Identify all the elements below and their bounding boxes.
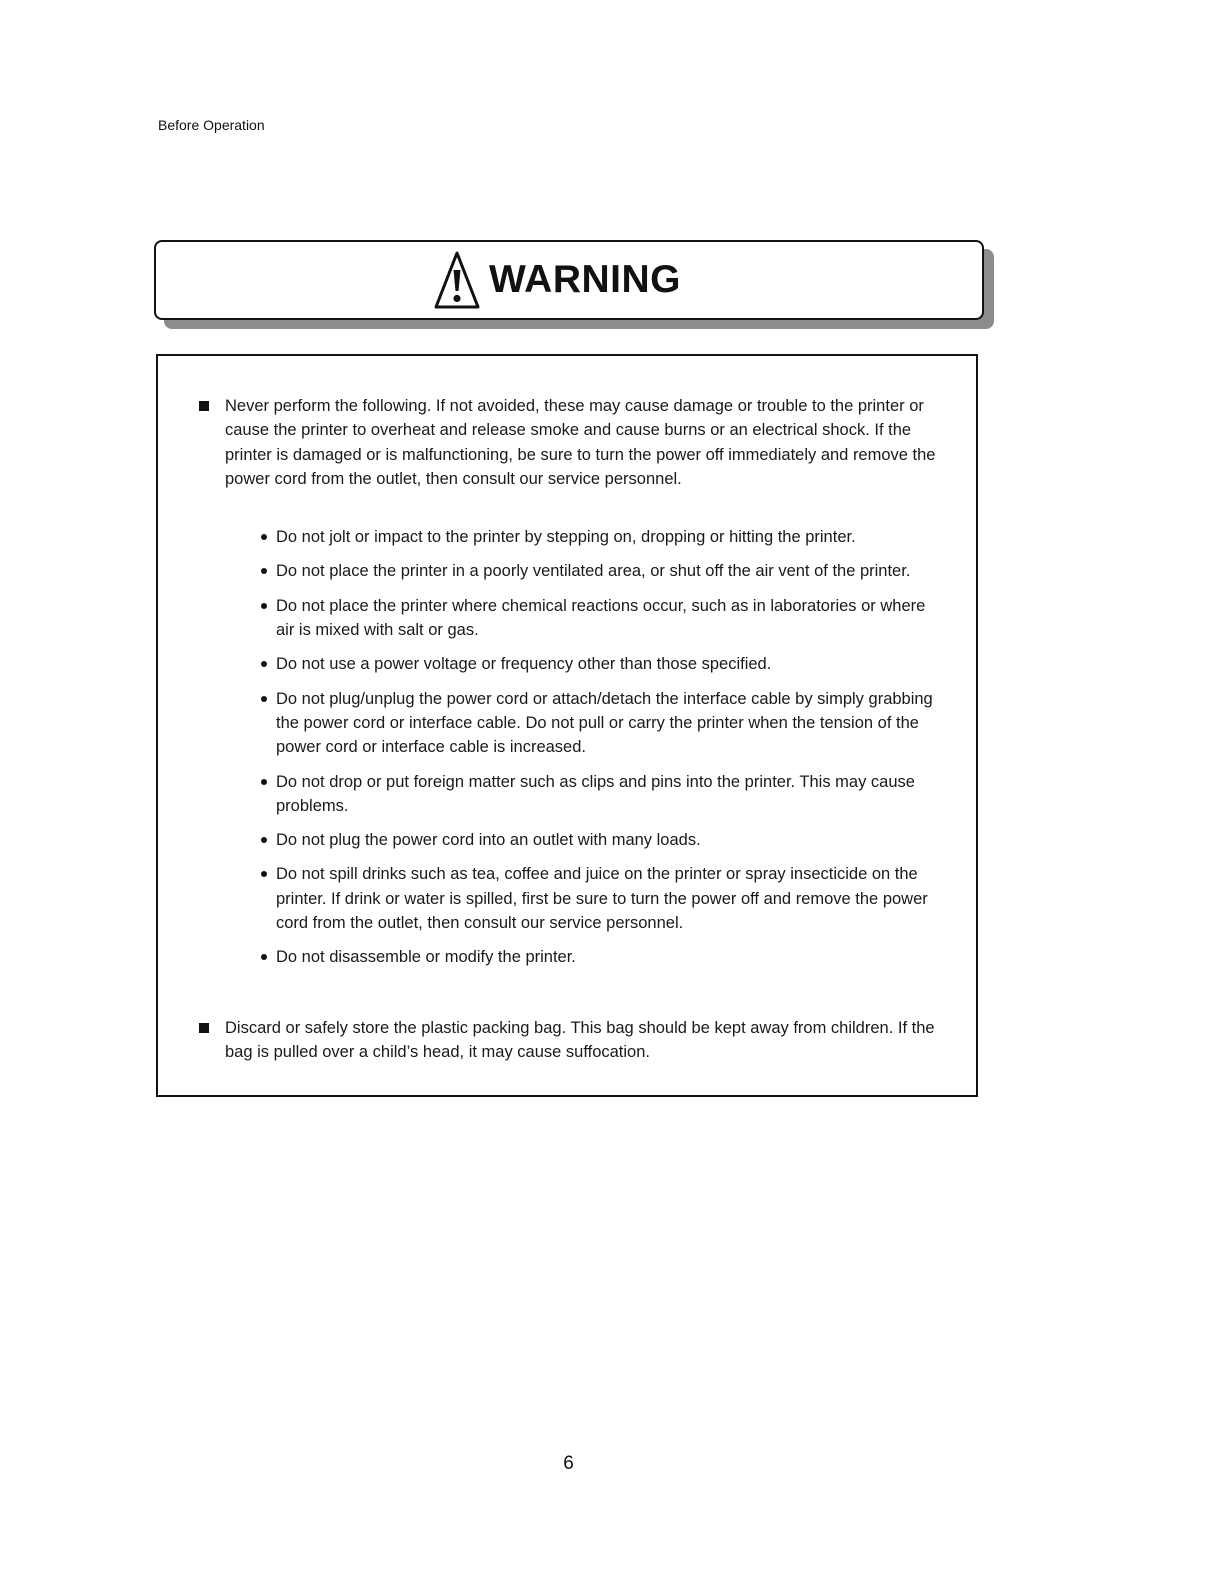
round-bullet-icon [261, 837, 267, 843]
main-item-never-perform [198, 394, 936, 970]
list-item [276, 862, 936, 935]
round-bullet-icon [261, 779, 267, 785]
list-item [276, 945, 936, 969]
round-bullet-icon [261, 568, 267, 574]
warning-triangle-icon [433, 250, 481, 310]
square-bullet-icon [199, 401, 209, 411]
list-item [276, 559, 936, 583]
list-item [276, 828, 936, 852]
list-item [276, 594, 936, 643]
list-item-text: Do not place the printer where chemical reactions occur, such as in laboratories or where air is mixed with salt or gas. [276, 596, 926, 640]
list-item [276, 687, 936, 760]
page-number: 6 [563, 1453, 574, 1474]
warning-banner [154, 240, 984, 320]
list-item-text: Do not use a power voltage or frequency other than those specified. [276, 655, 772, 674]
list-item [276, 770, 936, 819]
round-bullet-icon [261, 661, 267, 667]
round-bullet-icon [261, 696, 267, 702]
list-item [276, 525, 936, 549]
round-bullet-icon [261, 871, 267, 877]
list-item-text: Do not drop or put foreign matter such as clips and pins into the printer. This may cause problems. [276, 772, 915, 815]
list-item-text: Do not spill drinks such as tea, coffee and juice on the printer or spray insecticide on the printer. If drink or water is spilled, first be sure to turn the power off and remove the power cord from the outlet, then consult our service personnel. [276, 865, 928, 933]
running-header: Before Operation [158, 117, 265, 133]
main-item-text: Never perform the following. If not avoided, these may cause damage or trouble to the printer or cause the printer to overheat and release smoke and cause burns or an electrical shock. If the printer is damaged or is malfunctioning, be sure to turn the power off immediately and remove the power cord from the outlet, then consult our service personnel. [225, 397, 936, 488]
list-item-text: Do not plug/unplug the power cord or attach/detach the interface cable by simply grabbing the power cord or interface cable. Do not pull or carry the printer when the tension of the power cord or interface cable is increased. [276, 689, 933, 757]
main-item-packing-bag [198, 1016, 936, 1065]
list-item-text: Do not disassemble or modify the printer. [276, 948, 576, 967]
list-item-text: Do not jolt or impact to the printer by stepping on, dropping or hitting the printer. [276, 528, 856, 547]
round-bullet-icon [261, 954, 267, 960]
list-item [276, 652, 936, 676]
prohibited-actions-list [225, 525, 936, 969]
warning-content-box [156, 354, 978, 1097]
list-item-text: Do not plug the power cord into an outlet with many loads. [276, 831, 701, 850]
round-bullet-icon [261, 534, 267, 540]
warning-title: WARNING [489, 258, 681, 301]
round-bullet-icon [261, 603, 267, 609]
square-bullet-icon [199, 1023, 209, 1033]
list-item-text: Do not place the printer in a poorly ventilated area, or shut off the air vent of the printer. [276, 562, 911, 581]
warning-heading [433, 250, 681, 310]
main-item-text: Discard or safely store the plastic packing bag. This bag should be kept away from children. If the bag is pulled over a child’s head, it may cause suffocation. [225, 1018, 935, 1061]
